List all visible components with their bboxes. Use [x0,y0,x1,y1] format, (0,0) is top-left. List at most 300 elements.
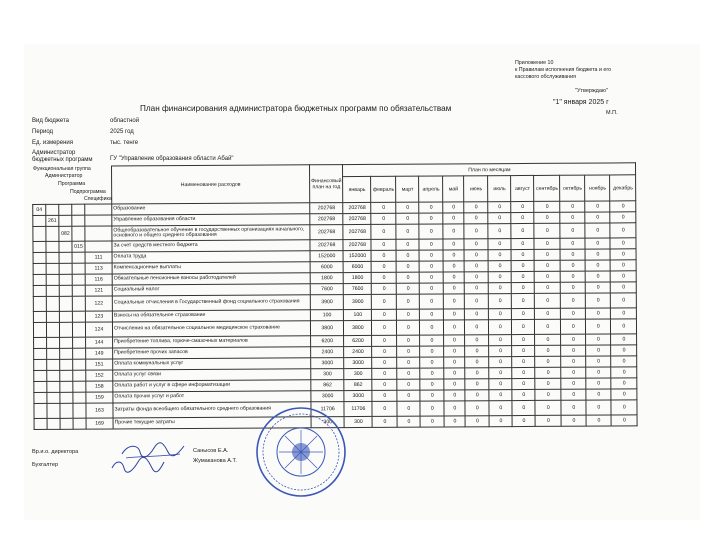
month-value-cell: 300 [344,368,372,379]
code-cell [72,322,85,337]
month-value-cell: 0 [444,401,465,416]
expense-name-cell: Затраты фонда всеобщего обязательного среднего образования [113,402,311,418]
code-cell [33,215,46,226]
annual-plan-cell: 11706 [311,402,344,417]
month-value-cell: 0 [465,416,489,427]
budget-type-value: областной [110,118,140,124]
month-value-cell: 0 [464,213,488,224]
month-value-cell: 0 [372,368,397,379]
month-value-cell: 0 [372,272,397,283]
month-value-cell: 862 [344,379,372,390]
code-cell [47,418,60,429]
month-value-cell: 0 [465,283,489,294]
month-value-cell: 3000 [344,390,372,401]
month-value-cell: 0 [465,335,489,346]
month-value-cell: 0 [560,260,585,271]
code-cell [85,241,112,252]
month-value-cell: 0 [512,415,535,426]
month-value-cell: 0 [465,309,489,320]
month-value-cell: 0 [396,224,419,239]
code-cell [33,241,46,252]
month-value-cell: 0 [535,282,561,293]
month-value-cell: 0 [611,415,637,426]
month-value-cell: 0 [443,239,464,250]
code-cell [34,381,47,392]
month-value-cell: 0 [371,239,396,250]
code-cell [72,296,85,311]
code-cell [33,296,46,311]
code-cell [72,252,85,263]
month-value-cell: 0 [489,390,512,401]
month-header: декабрь [610,175,636,201]
month-value-cell: 300 [344,416,372,427]
month-value-cell: 0 [444,346,465,357]
month-value-cell: 0 [420,416,444,427]
month-value-cell: 0 [512,334,535,345]
month-value-cell: 0 [561,271,586,282]
month-value-cell: 0 [465,357,489,368]
code-cell [60,403,73,418]
code-cell [47,392,60,403]
month-value-cell: 0 [372,416,397,427]
month-value-cell: 0 [397,368,420,379]
month-value-cell: 0 [396,202,419,213]
month-value-cell: 0 [561,334,586,345]
month-value-cell: 0 [397,416,420,427]
month-value-cell: 0 [585,223,610,238]
code-cell [73,392,86,403]
code-cell: 149 [86,348,113,359]
approved-label: "Утверждаю" [575,88,608,94]
code-cell [60,348,73,359]
month-value-cell: 0 [611,378,637,389]
month-value-cell: 0 [489,309,512,320]
code-cell [60,418,73,429]
month-value-cell: 0 [465,379,489,390]
month-value-cell: 0 [371,250,396,261]
name-header: Наименование расходов [112,165,310,204]
month-value-cell: 0 [611,367,637,378]
month-value-cell: 0 [371,202,396,213]
code-cell [59,241,72,252]
annual-plan-cell: 202768 [310,225,343,240]
code-cell [34,403,47,418]
month-value-cell: 0 [489,346,512,357]
month-value-cell: 0 [535,415,561,426]
month-value-cell: 0 [489,416,512,427]
month-value-cell: 0 [444,272,465,283]
month-value-cell: 0 [535,271,561,282]
code-cell [47,348,60,359]
month-value-cell: 0 [611,308,637,319]
month-value-cell: 0 [372,401,397,416]
month-value-cell: 0 [586,345,611,356]
month-value-cell: 0 [420,309,444,320]
appendix-line: к Правилам исполнения бюджета и его [515,67,612,73]
month-value-cell: 0 [420,379,444,390]
code-cell: 158 [86,381,113,392]
month-value-cell: 0 [443,261,464,272]
code-header-cell [33,166,112,204]
month-value-cell: 0 [586,282,611,293]
code-cell [47,403,60,418]
month-value-cell: 0 [561,356,586,367]
month-header: сентябрь [534,175,560,201]
month-value-cell: 0 [420,390,444,401]
month-value-cell: 0 [419,250,443,261]
code-cell [72,263,85,274]
code-cell [46,241,59,252]
month-value-cell: 0 [611,400,637,415]
appendix-line: Приложение 10 [515,60,554,66]
code-cell [46,322,59,337]
annual-plan-cell: 3000 [311,358,344,369]
code-cell [59,274,72,285]
month-value-cell: 0 [561,319,586,334]
month-value-cell: 0 [419,239,443,250]
unit-label: Ед. измерения [32,140,73,146]
month-value-cell: 0 [561,345,586,356]
month-value-cell: 0 [488,224,511,239]
code-cell [59,263,72,274]
month-value-cell: 0 [465,368,489,379]
expense-name-cell: Управление образования области [112,214,310,226]
month-header: июнь [464,176,488,202]
month-value-cell: 0 [512,389,535,400]
expense-name-cell: Взносы на обязательное страхование [112,310,310,322]
month-value-cell: 0 [511,249,534,260]
month-value-cell: 0 [535,293,561,308]
month-value-cell: 0 [419,202,443,213]
code-cell [60,337,73,348]
appendix-line: кассового обслуживания [515,74,576,80]
month-value-cell: 0 [534,238,560,249]
month-value-cell: 0 [535,400,561,415]
month-value-cell: 0 [611,271,637,282]
month-value-cell: 0 [489,368,512,379]
code-cell [85,215,112,226]
month-value-cell: 0 [419,224,443,239]
code-cell: 151 [86,359,113,370]
month-value-cell: 0 [396,213,419,224]
code-cell [60,381,73,392]
month-value-cell: 2400 [344,346,372,357]
month-value-cell: 0 [611,319,637,334]
month-value-cell: 0 [489,335,512,346]
expense-name-cell: Оплата труда [112,251,310,263]
month-value-cell: 0 [511,201,534,212]
header-specifics: Специфика [84,196,112,202]
annual-plan-cell: 1800 [310,273,343,284]
expense-name-cell: Прочие текущие затраты [113,417,311,429]
code-cell [33,285,46,296]
code-cell [60,370,73,381]
code-cell: 123 [85,311,112,322]
month-value-cell: 0 [511,223,534,238]
month-value-cell: 0 [535,345,561,356]
expense-name-cell: За счет средств местного бюджета [112,240,310,252]
code-cell: 111 [85,252,112,263]
month-value-cell: 0 [585,260,610,271]
month-value-cell: 0 [560,212,585,223]
month-value-cell: 0 [611,293,637,308]
code-cell [72,226,85,241]
month-value-cell: 0 [561,308,586,319]
month-value-cell: 0 [444,390,465,401]
month-value-cell: 0 [464,202,488,213]
month-value-cell: 0 [397,309,420,320]
official-seal [255,406,347,498]
expense-name-cell: Приобретение прочих запасов [113,347,311,359]
month-value-cell: 0 [444,294,465,309]
unit-value: тыс. тенге [110,140,139,146]
code-cell: 163 [86,403,113,418]
month-value-cell: 6000 [343,261,371,272]
month-value-cell: 0 [465,390,489,401]
code-cell [46,226,59,241]
month-value-cell: 0 [443,250,464,261]
month-value-cell: 0 [512,319,535,334]
code-cell [59,204,72,215]
month-header: июль [488,176,511,202]
code-cell [73,348,86,359]
month-value-cell: 0 [489,272,512,283]
annual-plan-cell: 100 [310,310,343,321]
month-value-cell: 0 [585,212,610,223]
month-value-cell: 0 [511,212,534,223]
month-value-cell: 0 [611,356,637,367]
month-value-cell: 0 [610,238,636,249]
month-value-cell: 0 [420,357,444,368]
month-value-cell: 3900 [344,294,372,309]
month-value-cell: 0 [371,213,396,224]
admin-label-2: бюджетных программ [32,157,93,163]
month-value-cell: 0 [420,320,444,335]
month-value-cell: 11706 [344,401,372,416]
code-cell [46,296,59,311]
annual-plan-cell: 3000 [311,391,344,402]
code-cell [73,381,86,392]
month-value-cell: 0 [512,356,535,367]
code-cell [33,322,46,337]
director-label: Вр.и.о. директора [32,449,79,455]
month-value-cell: 0 [397,272,420,283]
appendix-block [515,60,665,81]
month-value-cell: 0 [489,283,512,294]
month-value-cell: 0 [419,261,443,272]
month-value-cell: 0 [372,309,397,320]
months-header: План по месяцам [343,163,636,177]
month-value-cell: 0 [535,308,561,319]
month-value-cell: 0 [372,320,397,335]
month-value-cell: 100 [344,309,372,320]
month-value-cell: 0 [420,346,444,357]
annual-plan-cell: 202768 [310,214,343,225]
code-cell [60,392,73,403]
code-cell [33,311,46,322]
month-value-cell: 202768 [343,213,371,224]
header-administrator: Администратор [45,173,83,179]
expense-name-cell: Общеобразовательное обучение в государственных организациях начального, основного и общего среднего образования [112,225,310,241]
month-value-cell: 0 [464,261,488,272]
month-value-cell: 0 [444,368,465,379]
month-value-cell: 0 [586,389,611,400]
month-value-cell: 0 [586,378,611,389]
code-cell [34,370,47,381]
month-value-cell: 0 [488,213,511,224]
code-cell: 121 [85,285,112,296]
month-value-cell: 0 [444,416,465,427]
month-value-cell: 0 [397,390,420,401]
expense-name-cell: Приобретение топлива, горюче-смазочных материалов [113,336,311,348]
expense-name-cell: Оплата работ и услуг в сфере информатизации [113,380,311,392]
month-value-cell: 0 [561,367,586,378]
month-value-cell: 0 [465,294,489,309]
expense-name-cell: Оплата коммунальных услуг [113,358,311,370]
code-cell [59,252,72,263]
month-header: октябрь [560,175,585,201]
annual-plan-cell: 2400 [311,347,344,358]
expense-name-cell: Компенсационные выплаты [112,262,310,274]
month-value-cell: 0 [534,212,560,223]
code-cell [59,215,72,226]
month-value-cell: 1800 [344,272,372,283]
month-value-cell: 0 [610,201,636,212]
month-value-cell: 7600 [344,283,372,294]
annual-plan-header: Финансовый план на год [309,165,343,203]
month-value-cell: 0 [560,223,585,238]
code-cell [34,359,47,370]
code-cell: 082 [59,226,72,241]
expense-name-cell: Социальные отчисления в Государственный фонд социального страхования [112,295,310,311]
code-cell: 116 [85,274,112,285]
code-cell [72,311,85,322]
header-functional-group: Функциональная группа [33,166,91,172]
month-value-cell: 0 [535,367,561,378]
month-value-cell: 0 [561,282,586,293]
month-value-cell: 0 [534,260,560,271]
month-value-cell: 0 [371,261,396,272]
month-value-cell: 0 [535,319,561,334]
month-value-cell: 0 [512,271,535,282]
annual-plan-cell: 3800 [310,321,343,336]
month-value-cell: 0 [586,319,611,334]
month-value-cell: 0 [444,357,465,368]
month-value-cell: 0 [465,272,489,283]
month-value-cell: 0 [610,223,636,238]
month-value-cell: 0 [560,249,585,260]
month-header: август [511,175,534,201]
month-value-cell: 0 [586,415,611,426]
month-value-cell: 0 [611,389,637,400]
code-cell [46,263,59,274]
director-name: Санысов Е.А. [193,448,229,454]
period-value: 2025 год [110,129,134,135]
code-cell [34,392,47,403]
month-value-cell: 0 [489,379,512,390]
admin-value: ГУ "Управление образования области Абай" [110,156,234,162]
month-header: апрель [419,176,443,202]
month-value-cell: 0 [534,201,560,212]
month-value-cell: 0 [534,249,560,260]
month-value-cell: 0 [444,320,465,335]
month-value-cell: 0 [511,238,534,249]
month-value-cell: 0 [561,400,586,415]
month-value-cell: 0 [610,249,636,260]
code-cell: 122 [85,296,112,311]
expense-name-cell: Образование [112,203,310,215]
code-cell: 169 [86,418,113,429]
code-cell: 159 [86,392,113,403]
annual-plan-cell: 862 [311,380,344,391]
month-value-cell: 0 [512,378,535,389]
month-value-cell: 0 [372,390,397,401]
accountant-signature [108,454,168,478]
annual-plan-cell: 300 [311,369,344,380]
annual-plan-cell: 152000 [310,251,343,262]
month-value-cell: 0 [420,294,444,309]
month-value-cell: 0 [610,212,636,223]
month-value-cell: 0 [464,250,488,261]
code-cell [72,215,85,226]
financing-table [32,162,638,430]
code-cell [72,285,85,296]
code-cell: 144 [86,337,113,348]
annual-plan-cell: 6000 [310,262,343,273]
code-cell [60,359,73,370]
month-value-cell: 0 [535,356,561,367]
month-value-cell: 0 [561,415,586,426]
month-value-cell: 0 [443,202,464,213]
month-value-cell: 3000 [344,357,372,368]
code-cell [73,370,86,381]
code-cell [46,252,59,263]
month-value-cell: 0 [465,346,489,357]
code-cell [73,403,86,418]
month-value-cell: 0 [464,239,488,250]
code-cell [72,204,85,215]
budget-type-label: Вид бюджета [32,118,69,124]
document-title: План финансирования администратора бюджетных программ по обязательствам [140,104,452,113]
month-value-cell: 6200 [344,335,372,346]
accountant-label: Бухгалтер [32,462,59,468]
code-cell [46,311,59,322]
month-value-cell: 0 [610,260,636,271]
month-value-cell: 0 [465,401,489,416]
code-cell [46,285,59,296]
month-value-cell: 0 [586,293,611,308]
month-value-cell: 0 [396,250,419,261]
period-label: Период [32,129,54,135]
month-value-cell: 0 [512,308,535,319]
seal-place-label: М.П. [606,110,618,116]
month-value-cell: 0 [397,401,420,416]
month-value-cell: 0 [534,223,560,238]
month-value-cell: 0 [512,282,535,293]
month-value-cell: 3800 [344,320,372,335]
code-cell [46,274,59,285]
month-value-cell: 0 [611,282,637,293]
month-header: ноябрь [585,175,610,201]
code-cell: 261 [46,215,59,226]
month-value-cell: 0 [586,400,611,415]
code-cell [46,204,59,215]
month-value-cell: 0 [372,346,397,357]
month-value-cell: 0 [489,294,512,309]
month-value-cell: 0 [512,293,535,308]
month-header: май [443,176,464,202]
code-cell [85,204,112,215]
